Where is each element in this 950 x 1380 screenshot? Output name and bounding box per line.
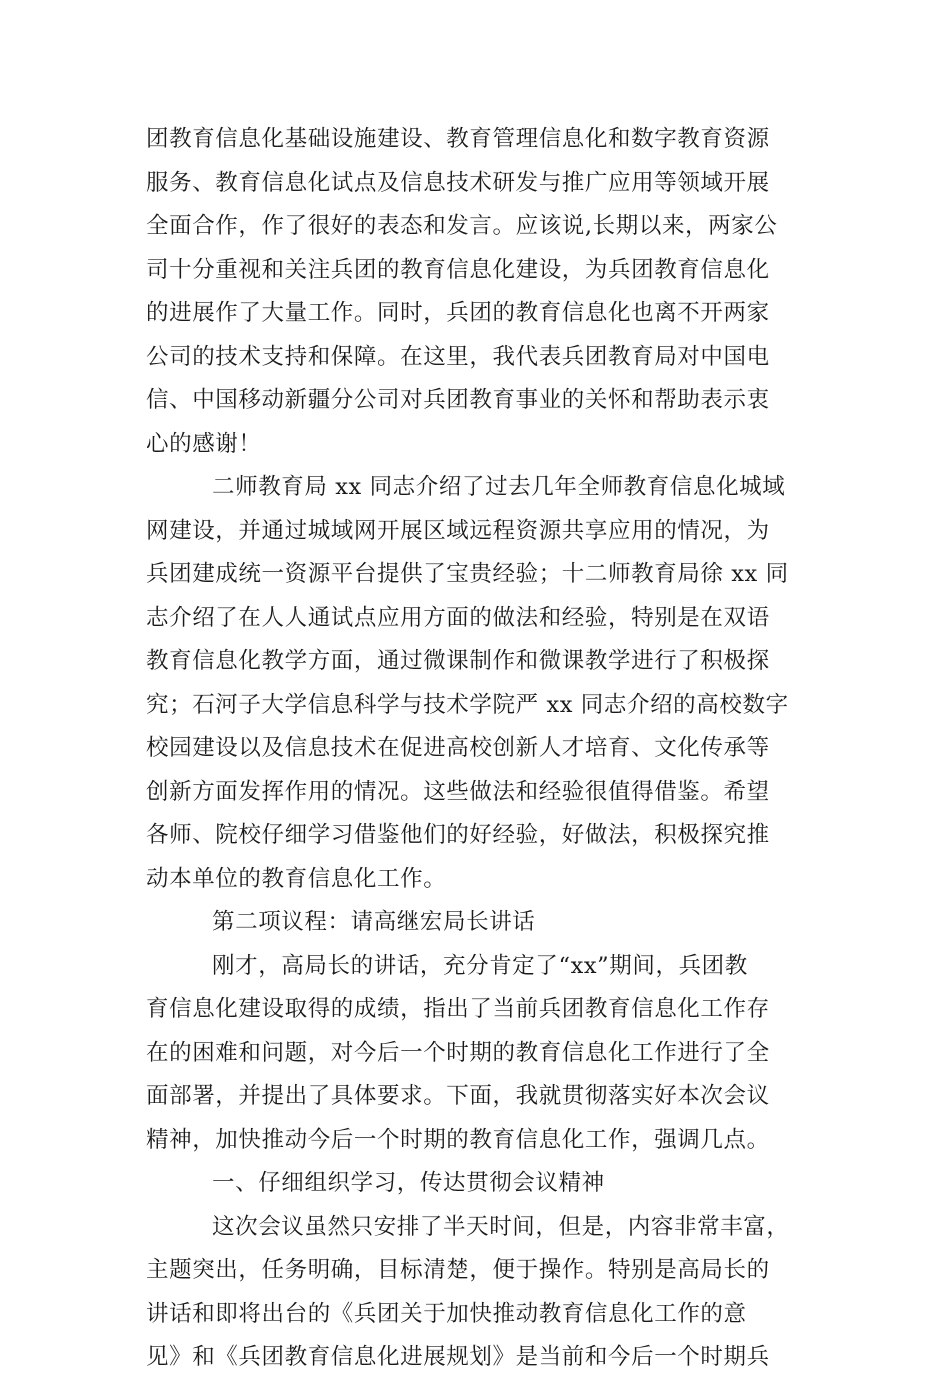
text-line: 的进展作了大量工作。同时，兵团的教育信息化也离不开两家	[146, 300, 770, 326]
text-line: 公司的技术支持和保障。在这里，我代表兵团教育局对中国电	[146, 343, 770, 370]
text-line: 精神，加快推动今后一个时期的教育信息化工作，强调几点。	[146, 1126, 770, 1153]
text-line: 网建设，并通过城域网开展区域远程资源共享应用的情况，为	[146, 517, 770, 544]
text-line: 主题突出，任务明确，目标清楚，便于操作。特别是高局长的	[146, 1257, 770, 1283]
text-line: 二师教育局 xx 同志介绍了过去几年全师教育信息化城域	[212, 474, 786, 500]
text-line: 育信息化建设取得的成绩，指出了当前兵团教育信息化工作存	[146, 996, 770, 1022]
text-line: 校园建设以及信息技术在促进高校创新人才培育、文化传承等	[146, 735, 770, 761]
text-line: 服务、教育信息化试点及信息技术研发与推广应用等领域开展	[146, 169, 770, 196]
text-line: 见》和《兵团教育信息化进展规划》是当前和今后一个时期兵	[146, 1344, 770, 1370]
text-line: 讲话和即将出台的《兵团关于加快推动教育信息化工作的意	[146, 1300, 747, 1327]
text-line: 全面合作，作了很好的表态和发言。应该说,长期以来，两家公	[146, 213, 778, 239]
text-line: 志介绍了在人人通试点应用方面的做法和经验，特别是在双语	[146, 604, 770, 631]
section-heading: 一、仔细组织学习，传达贯彻会议精神	[212, 1170, 605, 1196]
text-line: 教育信息化教学方面，通过微课制作和微课教学进行了积极探	[146, 648, 770, 674]
text-line: 兵团建成统一资源平台提供了宝贵经验；十二师教育局徐 xx 同	[146, 561, 789, 587]
text-line: 这次会议虽然只安排了半天时间，但是，内容非常丰富，	[212, 1213, 790, 1240]
text-line: 创新方面发挥作用的情况。这些做法和经验很值得借鉴。希望	[146, 778, 770, 805]
agenda-heading: 第二项议程：请高继宏局长讲话	[212, 909, 536, 935]
text-line: 各师、院校仔细学习借鉴他们的好经验，好做法，积极探究推	[146, 822, 770, 848]
text-line: 团教育信息化基础设施建设、教育管理信息化和数字教育资源	[146, 126, 770, 152]
text-line: 心的感谢！	[146, 430, 262, 457]
document-body	[146, 118, 806, 1380]
text-line: 司十分重视和关注兵团的教育信息化建设，为兵团教育信息化	[146, 256, 770, 283]
text-line: 动本单位的教育信息化工作。	[146, 865, 447, 892]
text-line: 究；石河子大学信息科学与技术学院严 xx 同志介绍的高校数字	[146, 691, 789, 718]
text-line: 在的困难和问题，对今后一个时期的教育信息化工作进行了全	[146, 1039, 770, 1066]
text-line: 面部署，并提出了具体要求。下面，我就贯彻落实好本次会议	[146, 1083, 770, 1109]
text-line: 刚才，高局长的讲话，充分肯定了“xx”期间，兵团教	[212, 952, 748, 979]
text-line: 信、中国移动新疆分公司对兵团教育事业的关怀和帮助表示衷	[146, 387, 770, 413]
